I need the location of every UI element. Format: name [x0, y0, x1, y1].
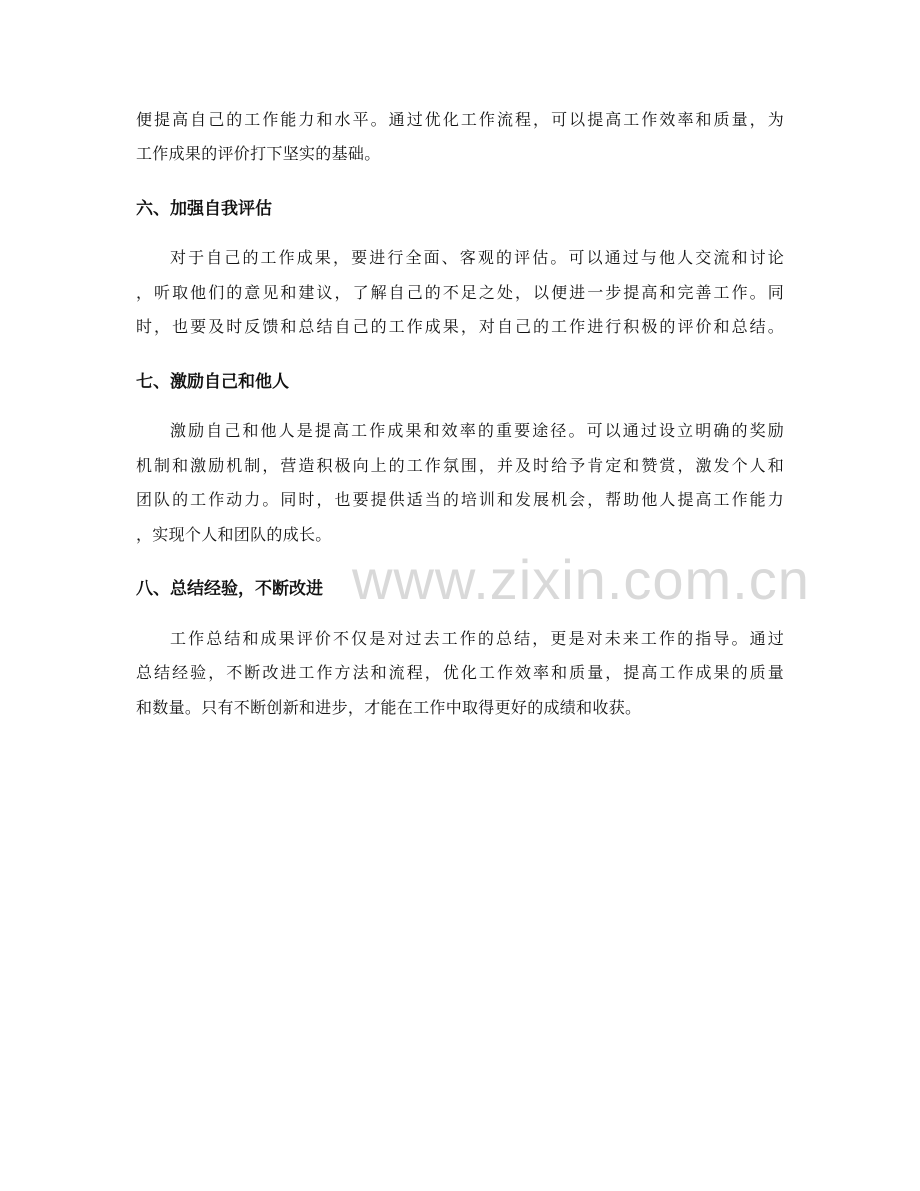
paragraph-line: ，听取他们的意见和建议，了解自己的不足之处，以便进一步提高和完善工作。同 [136, 283, 784, 302]
paragraph-line: 便提高自己的工作能力和水平。通过优化工作流程，可以提高工作效率和质量，为 [136, 110, 784, 129]
paragraph-line: 团队的工作动力。同时，也要提供适当的培训和发展机会，帮助他人提高工作能力 [136, 490, 784, 509]
paragraph-line: 和数量。只有不断创新和进步，才能在工作中取得更好的成绩和收获。 [136, 698, 642, 717]
paragraph-line: 工作成果的评价打下坚实的基础。 [136, 144, 381, 163]
paragraph-line: 时，也要及时反馈和总结自己的工作成果，对自己的工作进行积极的评价和总结。 [136, 317, 784, 336]
section-heading: 七、激励自己和他人 [136, 372, 289, 392]
paragraph-line: ，实现个人和团队的成长。 [136, 525, 332, 544]
paragraph-line: 激励自己和他人是提高工作成果和效率的重要途径。可以通过设立明确的奖励 [170, 421, 784, 440]
paragraph-line: 机制和激励机制，营造积极向上的工作氛围，并及时给予肯定和赞赏，激发个人和 [136, 456, 784, 475]
section-heading: 六、加强自我评估 [136, 199, 272, 219]
paragraph-line: 工作总结和成果评价不仅是对过去工作的总结，更是对未来工作的指导。通过 [170, 629, 784, 648]
watermark: www.zixin.com.cn [352, 548, 810, 611]
paragraph-line: 对于自己的工作成果，要进行全面、客观的评估。可以通过与他人交流和讨论 [170, 248, 784, 267]
paragraph-line: 总结经验，不断改进工作方法和流程，优化工作效率和质量，提高工作成果的质量 [136, 663, 784, 682]
section-heading: 八、总结经验，不断改进 [136, 579, 323, 599]
